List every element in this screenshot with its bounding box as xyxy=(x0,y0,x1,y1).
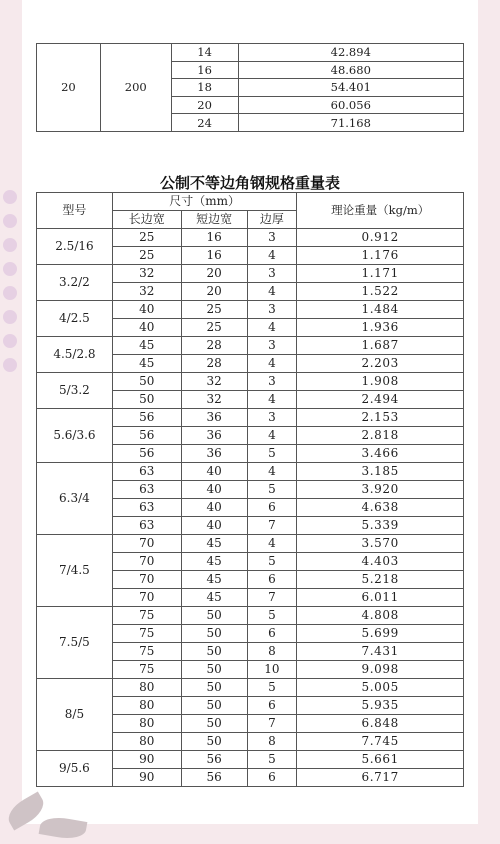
weight-cell: 5.661 xyxy=(297,751,464,769)
weight-cell: 4.638 xyxy=(297,499,464,517)
long-side-cell: 75 xyxy=(112,661,181,679)
short-side-cell: 36 xyxy=(181,445,247,463)
weight-cell: 1.171 xyxy=(297,265,464,283)
model-cell: 4.5/2.8 xyxy=(37,337,113,373)
model-cell: 20 xyxy=(37,44,101,132)
short-side-cell: 28 xyxy=(181,355,247,373)
weight-cell: 5.699 xyxy=(297,625,464,643)
weight-cell: 4.808 xyxy=(297,607,464,625)
short-side-cell: 36 xyxy=(181,409,247,427)
model-cell: 9/5.6 xyxy=(37,751,113,787)
model-cell: 5/3.2 xyxy=(37,373,113,409)
short-side-cell: 50 xyxy=(181,607,247,625)
table-row xyxy=(37,463,464,481)
long-side-cell: 56 xyxy=(112,445,181,463)
thickness-cell: 4 xyxy=(247,355,297,373)
long-side-cell: 75 xyxy=(112,607,181,625)
short-side-cell: 40 xyxy=(181,463,247,481)
short-side-cell: 20 xyxy=(181,265,247,283)
thickness-cell: 4 xyxy=(247,283,297,301)
weight-cell: 2.153 xyxy=(297,409,464,427)
weight-cell: 7.431 xyxy=(297,643,464,661)
long-side-cell: 45 xyxy=(112,355,181,373)
thickness-cell: 3 xyxy=(247,409,297,427)
thickness-cell: 3 xyxy=(247,301,297,319)
decoration-dot xyxy=(3,286,17,300)
table-row xyxy=(37,337,464,355)
short-side-cell: 16 xyxy=(181,229,247,247)
short-side-cell: 40 xyxy=(181,517,247,535)
long-side-cell: 75 xyxy=(112,643,181,661)
weight-cell: 4.403 xyxy=(297,553,464,571)
long-side-cell: 63 xyxy=(112,481,181,499)
short-side-cell: 56 xyxy=(181,751,247,769)
long-side-cell: 25 xyxy=(112,229,181,247)
long-side-cell: 40 xyxy=(112,319,181,337)
weight-cell: 1.908 xyxy=(297,373,464,391)
weight-cell: 60.056 xyxy=(238,96,463,114)
thickness-cell: 5 xyxy=(247,553,297,571)
thickness-cell: 5 xyxy=(247,445,297,463)
weight-cell: 1.484 xyxy=(297,301,464,319)
thickness-cell: 3 xyxy=(247,229,297,247)
long-side-cell: 25 xyxy=(112,247,181,265)
long-side-cell: 32 xyxy=(112,265,181,283)
decoration-dot xyxy=(3,262,17,276)
short-side-cell: 50 xyxy=(181,697,247,715)
long-side-cell: 70 xyxy=(112,589,181,607)
weight-cell: 5.339 xyxy=(297,517,464,535)
thickness-cell: 7 xyxy=(247,589,297,607)
short-side-cell: 45 xyxy=(181,589,247,607)
header-weight: 理论重量（kg/m） xyxy=(297,193,464,229)
weight-cell: 3.570 xyxy=(297,535,464,553)
thickness-cell: 5 xyxy=(247,607,297,625)
weight-cell: 1.936 xyxy=(297,319,464,337)
weight-cell: 1.176 xyxy=(297,247,464,265)
weight-cell: 6.011 xyxy=(297,589,464,607)
thickness-cell: 14 xyxy=(171,44,238,62)
weight-cell: 3.466 xyxy=(297,445,464,463)
thickness-cell: 6 xyxy=(247,499,297,517)
decoration-dot xyxy=(3,310,17,324)
short-side-cell: 40 xyxy=(181,499,247,517)
continued-table xyxy=(36,43,464,132)
short-side-cell: 56 xyxy=(181,769,247,787)
long-side-cell: 50 xyxy=(112,391,181,409)
long-side-cell: 50 xyxy=(112,373,181,391)
model-cell: 7.5/5 xyxy=(37,607,113,679)
thickness-cell: 16 xyxy=(171,61,238,79)
thickness-cell: 5 xyxy=(247,481,297,499)
short-side-cell: 45 xyxy=(181,553,247,571)
thickness-cell: 3 xyxy=(247,265,297,283)
short-side-cell: 32 xyxy=(181,373,247,391)
weight-cell: 2.818 xyxy=(297,427,464,445)
short-side-cell: 36 xyxy=(181,427,247,445)
model-cell: 2.5/16 xyxy=(37,229,113,265)
weight-cell: 5.005 xyxy=(297,679,464,697)
short-side-cell: 45 xyxy=(181,535,247,553)
long-side-cell: 63 xyxy=(112,517,181,535)
table-row xyxy=(37,535,464,553)
angle-steel-table xyxy=(36,192,464,787)
model-cell: 3.2/2 xyxy=(37,265,113,301)
short-side-cell: 25 xyxy=(181,301,247,319)
weight-cell: 2.494 xyxy=(297,391,464,409)
long-side-cell: 70 xyxy=(112,553,181,571)
table-row xyxy=(37,229,464,247)
table-row xyxy=(37,373,464,391)
thickness-cell: 7 xyxy=(247,715,297,733)
weight-cell: 54.401 xyxy=(238,79,463,97)
long-side-cell: 32 xyxy=(112,283,181,301)
long-side-cell: 40 xyxy=(112,301,181,319)
short-side-cell: 20 xyxy=(181,283,247,301)
long-side-cell: 75 xyxy=(112,625,181,643)
weight-cell: 42.894 xyxy=(238,44,463,62)
short-side-cell: 50 xyxy=(181,715,247,733)
header-long-side: 长边宽 xyxy=(112,211,181,229)
weight-cell: 9.098 xyxy=(297,661,464,679)
thickness-cell: 6 xyxy=(247,697,297,715)
thickness-cell: 6 xyxy=(247,625,297,643)
model-cell: 7/4.5 xyxy=(37,535,113,607)
thickness-cell: 4 xyxy=(247,535,297,553)
thickness-cell: 24 xyxy=(171,114,238,132)
thickness-cell: 4 xyxy=(247,247,297,265)
thickness-cell: 5 xyxy=(247,751,297,769)
long-side-cell: 80 xyxy=(112,697,181,715)
weight-cell: 0.912 xyxy=(297,229,464,247)
short-side-cell: 25 xyxy=(181,319,247,337)
long-side-cell: 80 xyxy=(112,679,181,697)
thickness-cell: 5 xyxy=(247,679,297,697)
thickness-cell: 20 xyxy=(171,96,238,114)
long-side-cell: 45 xyxy=(112,337,181,355)
short-side-cell: 32 xyxy=(181,391,247,409)
header-model: 型号 xyxy=(37,193,113,229)
short-side-cell: 50 xyxy=(181,679,247,697)
thickness-cell: 3 xyxy=(247,373,297,391)
thickness-cell: 4 xyxy=(247,391,297,409)
short-side-cell: 50 xyxy=(181,661,247,679)
long-side-cell: 56 xyxy=(112,427,181,445)
long-side-cell: 80 xyxy=(112,715,181,733)
weight-cell: 6.717 xyxy=(297,769,464,787)
thickness-cell: 4 xyxy=(247,427,297,445)
model-cell: 5.6/3.6 xyxy=(37,409,113,463)
header-row xyxy=(37,193,464,211)
thickness-cell: 3 xyxy=(247,337,297,355)
thickness-cell: 6 xyxy=(247,769,297,787)
long-side-cell: 63 xyxy=(112,499,181,517)
thickness-cell: 4 xyxy=(247,463,297,481)
weight-cell: 2.203 xyxy=(297,355,464,373)
short-side-cell: 40 xyxy=(181,481,247,499)
weight-cell: 48.680 xyxy=(238,61,463,79)
thickness-cell: 8 xyxy=(247,643,297,661)
table-row xyxy=(37,679,464,697)
weight-cell: 1.522 xyxy=(297,283,464,301)
weight-cell: 71.168 xyxy=(238,114,463,132)
decoration-dot xyxy=(3,358,17,372)
weight-cell: 5.218 xyxy=(297,571,464,589)
short-side-cell: 50 xyxy=(181,625,247,643)
header-thickness: 边厚 xyxy=(247,211,297,229)
long-side-cell: 70 xyxy=(112,535,181,553)
header-short-side: 短边宽 xyxy=(181,211,247,229)
short-side-cell: 45 xyxy=(181,571,247,589)
weight-cell: 5.935 xyxy=(297,697,464,715)
short-side-cell: 16 xyxy=(181,247,247,265)
decoration-dot xyxy=(3,334,17,348)
thickness-cell: 8 xyxy=(247,733,297,751)
weight-cell: 1.687 xyxy=(297,337,464,355)
long-side-cell: 56 xyxy=(112,409,181,427)
page-title: 公制不等边角钢规格重量表 xyxy=(159,174,340,192)
weight-cell: 3.920 xyxy=(297,481,464,499)
short-side-cell: 28 xyxy=(181,337,247,355)
thickness-cell: 7 xyxy=(247,517,297,535)
table-row xyxy=(37,751,464,769)
weight-cell: 7.745 xyxy=(297,733,464,751)
table-row xyxy=(37,44,464,62)
thickness-cell: 10 xyxy=(247,661,297,679)
decoration-dot xyxy=(3,238,17,252)
short-side-cell: 50 xyxy=(181,643,247,661)
thickness-cell: 18 xyxy=(171,79,238,97)
model-cell: 8/5 xyxy=(37,679,113,751)
long-side-cell: 80 xyxy=(112,733,181,751)
long-side-cell: 90 xyxy=(112,769,181,787)
table-row xyxy=(37,607,464,625)
thickness-cell: 6 xyxy=(247,571,297,589)
short-side-cell: 50 xyxy=(181,733,247,751)
table-row xyxy=(37,265,464,283)
header-size: 尺寸（mm） xyxy=(112,193,297,211)
side-cell: 200 xyxy=(100,44,171,132)
model-cell: 4/2.5 xyxy=(37,301,113,337)
decoration-dot xyxy=(3,214,17,228)
thickness-cell: 4 xyxy=(247,319,297,337)
table-row xyxy=(37,409,464,427)
long-side-cell: 70 xyxy=(112,571,181,589)
weight-cell: 6.848 xyxy=(297,715,464,733)
table-row xyxy=(37,301,464,319)
model-cell: 6.3/4 xyxy=(37,463,113,535)
long-side-cell: 63 xyxy=(112,463,181,481)
weight-cell: 3.185 xyxy=(297,463,464,481)
long-side-cell: 90 xyxy=(112,751,181,769)
